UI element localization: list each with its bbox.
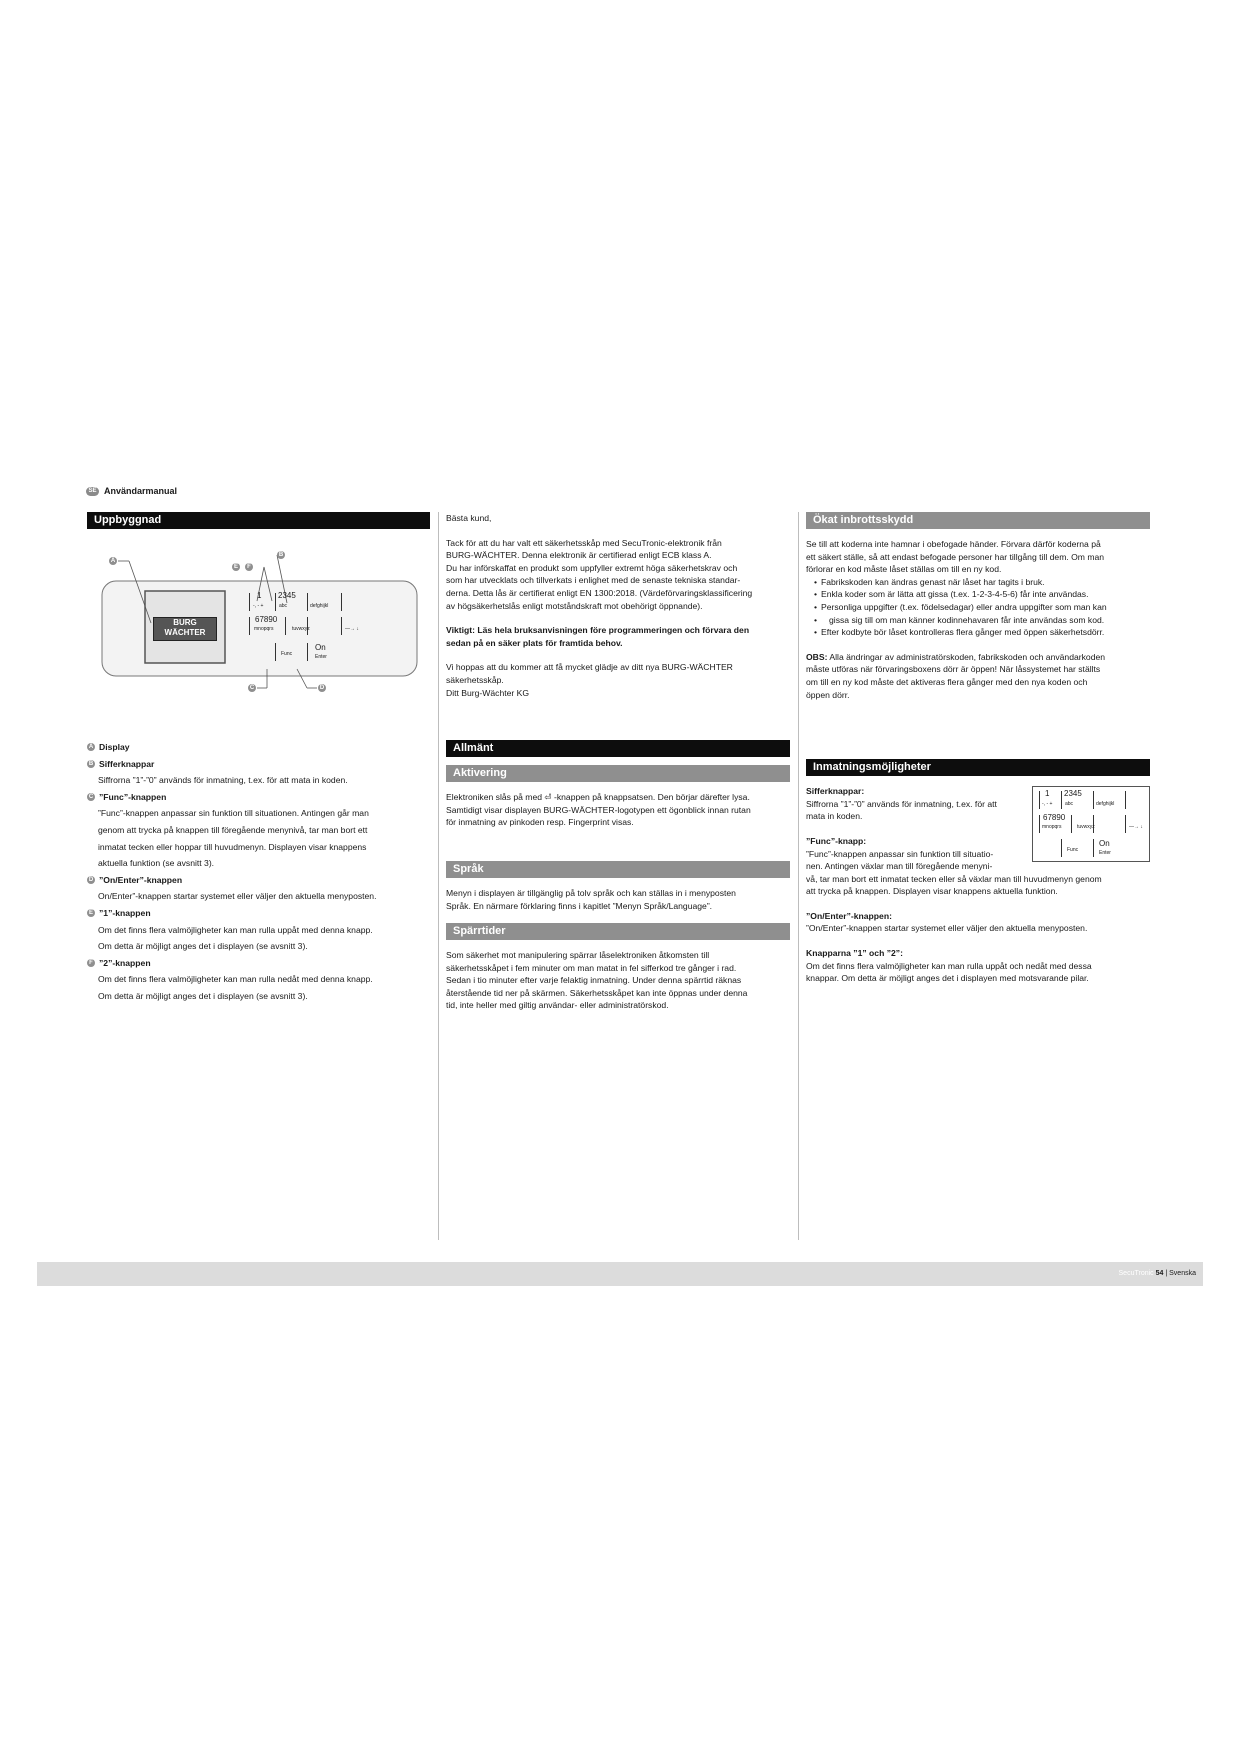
document-title: Användarmanual (104, 486, 178, 496)
key-2-label: 2345 (278, 591, 296, 600)
func-key-label: Func (281, 651, 293, 657)
component-title: Sifferknappar (99, 758, 155, 769)
logo-line-2: WÄCHTER (164, 628, 206, 637)
on-key-label: On (1099, 839, 1110, 849)
component-title: ”On/Enter”-knappen (99, 874, 183, 885)
key-1-label: 1 (257, 591, 262, 600)
footer-separator: | (1163, 1270, 1170, 1277)
key-2b-sub: defghijkl (310, 603, 329, 609)
component-title: ”2”-knappen (99, 957, 151, 968)
intro-line: BURG-WÄCHTER. Denna elektronik är certifierad enligt ECB klass A. (446, 550, 712, 561)
callout-d: D (319, 685, 325, 691)
key-3-sub: mnopqrs (254, 626, 274, 632)
okat-line: förlorar en kod måste låset ställas om till en ny kod. (806, 564, 1002, 575)
okat-bullet-list (806, 576, 1150, 639)
footer-language: Svenska (1169, 1270, 1196, 1277)
column-divider-2 (798, 512, 799, 1240)
intro-line: Du har införskaffat en produkt som uppfyller extremt höga säkerhetskrav och (446, 562, 738, 573)
column-uppbyggnad (87, 512, 430, 1005)
key-3b-sub: tuvwxyz (292, 626, 310, 632)
callout-e: E (233, 564, 238, 570)
component-desc: Om det finns flera valmöjligheter kan man rulla nedåt med denna knapp. (98, 974, 373, 985)
section-heading-aktivering: Aktivering (446, 765, 790, 782)
intro-line: som har utvecklats och tillverkats i enlighet med de senaste tekniska standar- (446, 575, 741, 586)
component-item-a (87, 739, 430, 756)
func-knapp-line: att trycka på knappen. Displayen visar knappens aktuella funktion. (806, 886, 1058, 897)
intro-line: av högsäkerhetslås enligt motståndskraft mot obehörigt öppnande). (446, 600, 703, 611)
func-knapp-title: ”Func”-knapp: (806, 835, 867, 846)
section-heading-inmatningsmojligheter: Inmatningsmöjligheter (806, 759, 1150, 776)
key-2-sub: abc (279, 603, 288, 609)
arrow-keys-icon: —→ ↓ (1129, 824, 1143, 831)
sparrtider-text (446, 949, 790, 1012)
on-enter-title: ”On/Enter”-knappen: (806, 910, 892, 921)
component-title: ”Func”-knappen (99, 791, 167, 802)
component-desc: Om det finns flera valmöjligheter kan man rulla uppåt med denna knapp. (98, 924, 373, 935)
component-item-c (87, 789, 430, 872)
okat-line: ett säkert ställe, så att endast befogade personer har tillgång till dem. Om man (806, 551, 1105, 562)
bullet-item: • Fabrikskoden kan ändras genast när låset har tagits i bruk. (814, 576, 1150, 589)
keypad-illustration (1032, 786, 1150, 862)
letter-e-badge: E (88, 910, 93, 917)
func-knapp-line: ”Func”-knappen anpassar sin funktion till situatio- (806, 848, 994, 859)
section-heading-sparrtider: Spärrtider (446, 923, 790, 940)
knapparna-title: Knapparna ”1” och ”2”: (806, 948, 903, 959)
component-desc: genom att trycka på knappen till föregående menynivå, tar man bort ett (98, 824, 368, 835)
closing-line: säkerhetsskåp. (446, 674, 504, 685)
intro-block (446, 512, 790, 699)
callout-c: C (249, 685, 255, 691)
component-desc: aktuella funktion (se avsnitt 3). (98, 858, 215, 869)
component-list (87, 739, 430, 1005)
okat-text (806, 538, 1150, 701)
enter-key-sub: Enter (1099, 850, 1111, 857)
section-heading-sprak: Språk (446, 861, 790, 878)
sparrtider-line: återstående tid ner på skärmen. Säkerhetsskåpet kan inte öppnas under denna (446, 987, 748, 998)
inmatning-section (806, 785, 1150, 985)
key-1-sub: -, - + (253, 603, 264, 609)
section-heading-uppbyggnad: Uppbyggnad (87, 512, 430, 529)
key-2-sub: abc (1065, 801, 1074, 808)
knapparna-line: knappar. Om detta är möjligt anges det i displayen med motsvarande pilar. (806, 973, 1089, 984)
obs-line: öppen dörr. (806, 689, 850, 700)
bullet-item: • Efter kodbyte bör låset kontrolleras flera gånger med öppen säkerhetsdörr. (814, 626, 1150, 639)
burg-waechter-logo (153, 617, 217, 641)
func-knapp-line: vå, tar man bort ett inmatat tecken eller så växlar man till huvudmenyn genom (806, 873, 1102, 884)
letter-a-badge: A (88, 744, 94, 751)
obs-text: Alla ändringar av administratörskoden, fabrikskoden och användarkoden (827, 651, 1106, 662)
okat-line: Se till att koderna inte hamnar i obefogade händer. Förvara därför koderna på (806, 539, 1101, 549)
component-desc: Om detta är möjligt anges det i displayen (se avsnitt 3). (98, 990, 308, 1001)
column-introduction (446, 512, 790, 1012)
component-desc: ”Func”-knappen anpassar sin funktion till situationen. Antingen går man (98, 808, 369, 819)
key-3b-sub: tuvwxyz (1077, 824, 1095, 831)
letter-c-badge: C (88, 794, 94, 801)
bullet-continuation-text: gissa sig till om man känner kodinnehavaren får inte användas som kod. (829, 614, 1105, 625)
aktivering-line: Samtidigt visar displayen BURG-WÄCHTER-logotypen ett ögonblick innan rutan (446, 804, 751, 815)
greeting: Bästa kund, (446, 513, 492, 523)
obs-line (806, 651, 1150, 664)
closing-line: Ditt Burg-Wächter KG (446, 687, 530, 698)
component-desc: On/Enter”-knappen startar systemet eller väljer den aktuella menyposten. (98, 891, 377, 902)
callout-b: B (278, 552, 284, 558)
language-badge: SE (86, 487, 99, 496)
important-note: Viktigt: Läs hela bruksanvisningen före programmeringen och förvara den (446, 625, 750, 636)
aktivering-text (446, 791, 790, 829)
diagram-keypad (247, 589, 367, 667)
intro-line: derna. Detta lås är certifierat enligt EN 1300:2018. (Värdeförvaringsklassificering (446, 587, 753, 598)
sparrtider-line: säkerhetsskåpet i fem minuter om man matat in fel sifferkod tre gånger i rad. (446, 962, 737, 973)
device-diagram (87, 531, 430, 701)
key-1-sub: -, - + (1042, 801, 1053, 808)
obs-label: OBS: (806, 651, 828, 662)
sifferknappar-line: Siffrorna ”1”-”0” används för inmatning, t.ex. för att (806, 798, 997, 809)
footer-page-info (1119, 1270, 1196, 1277)
key-2b-sub: defghijkl (1096, 801, 1115, 808)
column-security (806, 512, 1150, 985)
component-title: ”1”-knappen (99, 907, 151, 918)
letter-d-badge: D (88, 877, 94, 884)
aktivering-line: Elektroniken slås på med ⏎ -knappen på knappsatsen. Den börjar därefter lysa. (446, 792, 750, 803)
component-item-e (87, 905, 430, 955)
bullet-item: • Personliga uppgifter (t.ex. födelsedagar) eller andra uppgifter som man kan (814, 601, 1150, 614)
key-3-label: 67890 (1043, 813, 1066, 823)
section-heading-allmant: Allmänt (446, 740, 790, 757)
on-enter-line: ”On/Enter”-knappen startar systemet eller väljer den aktuella menyposten. (806, 923, 1088, 934)
enter-key-sub: Enter (315, 654, 327, 660)
component-title: Display (99, 742, 130, 752)
closing-line: Vi hoppas att du kommer att få mycket glädje av ditt nya BURG-WÄCHTER (446, 662, 733, 673)
callout-f: F (245, 563, 253, 571)
component-item-b (87, 756, 430, 789)
arrow-keys-icon: —→ ↓ (345, 626, 359, 632)
sifferknappar-title: Sifferknappar: (806, 786, 865, 797)
letter-f-badge: F (87, 959, 95, 967)
func-key-label: Func (1067, 847, 1079, 854)
component-desc: Om detta är möjligt anges det i displayen (se avsnitt 3). (98, 941, 308, 952)
bullet-continuation (814, 614, 1150, 627)
document-header (86, 486, 177, 496)
component-desc: Siffrorna ”1”-”0” används för inmatning, t.ex. för att mata in koden. (98, 775, 348, 786)
obs-line: måste utföras när förvaringsboxens dörr är öppen! När låssystemet har ställts (806, 664, 1101, 675)
bullet-item: • Enkla koder som är lätta att gissa (t.ex. 1-2-3-4-5-6) får inte användas. (814, 588, 1150, 601)
component-item-f (87, 955, 430, 1005)
component-desc: inmatat tecken eller hoppar till huvudmenyn. Displayen visar knappens (98, 841, 367, 852)
key-3-label: 67890 (255, 615, 278, 624)
key-1-label: 1 (1045, 789, 1050, 799)
important-note: sedan på en säker plats för framtida behov. (446, 637, 623, 648)
sifferknappar-line: mata in koden. (806, 811, 863, 822)
knapparna-line: Om det finns flera valmöjligheter kan man rulla uppåt och nedåt med dessa (806, 960, 1092, 971)
page-number: 54 (1155, 1270, 1164, 1277)
on-key-label: On (315, 643, 326, 652)
intro-line: Tack för att du har valt ett säkerhetsskåp med SecuTronic-elektronik från (446, 537, 722, 548)
key-2-label: 2345 (1064, 789, 1082, 799)
sparrtider-line: tid, inte heller med giltig användar- eller administratörskod. (446, 1000, 669, 1011)
letter-b-badge: B (88, 760, 94, 767)
component-item-d (87, 872, 430, 905)
obs-line: om till en ny kod måste det aktiveras flera gånger med den nya koden och (806, 676, 1088, 687)
aktivering-line: för inmatning av pinkoden resp. Fingerprint visas. (446, 817, 634, 828)
page-footer (37, 1262, 1203, 1286)
column-divider-1 (438, 512, 439, 1240)
sparrtider-line: Som säkerhet mot manipulering spärrar låselektroniken åtkomsten till (446, 950, 710, 961)
key-3-sub: mnopqrs (1042, 824, 1062, 831)
func-knapp-line: nen. Antingen växlar man till föregående menyni- (806, 861, 993, 872)
callout-a: A (110, 558, 116, 564)
sparrtider-line: Sedan i tio minuter efter varje felaktig inmatning. Under denna spärrtid räknas (446, 975, 742, 986)
sprak-line: Menyn i displayen är tillgänglig på tolv språk och kan ställas in i menyposten (446, 887, 736, 898)
logo-line-1: BURG (173, 618, 197, 627)
sprak-line: Språk. En närmare förklaring finns i kapitlet ”Menyn Språk/Language”. (446, 900, 713, 911)
sprak-text (446, 887, 790, 912)
section-heading-okat-inbrottsskydd: Ökat inbrottsskydd (806, 512, 1150, 529)
footer-brand: SecuTronic (1118, 1270, 1154, 1277)
